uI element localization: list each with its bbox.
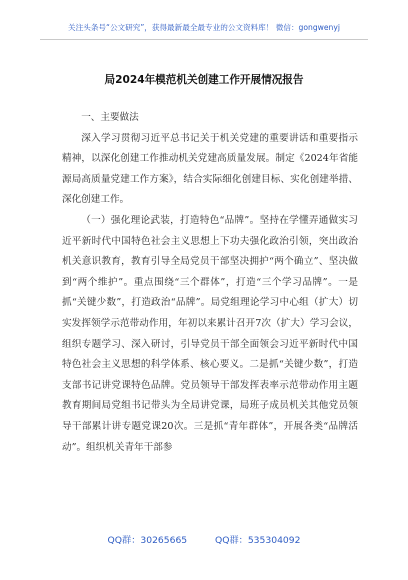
header-notice: 关注头条号“公文研究”，获得最新最全最专业的公文资料库！ 微信：gongwenyj [68, 23, 340, 32]
footer-qq-group-2: QQ群：535304092 [215, 535, 301, 546]
footer-qq-group-1: QQ群：30265665 [107, 535, 188, 546]
body-paragraph-intro: 深入学习贯彻习近平总书记关于机关党建的重要讲话和重要指示精神，以深化创建工作推动机关党建高质量发展。制定《2024年省能源局高质量党建工作方案》，结合实际细化创建目标、实化创建举措、深化创建工作。 [62, 132, 358, 206]
header-divider [40, 39, 368, 40]
footer-contact [0, 532, 408, 546]
body-paragraph-theory: （一）强化理论武装，打造特色“品牌”。坚持在学懂弄通做实习近平新时代中国特色社会主义思想上下功夫强化政治引领，突出政治机关意识教育，教育引导全局党员干部坚决拥护“两个确立”、坚决做到“两个维护”。重点围绕“三个群体”，打造“三个学习品牌”。一是抓“关键少数”，打造政治“品牌”。局党组理论学习中心组（扩大）切实发挥领学示范带动作用，年初以来累计召开7次（扩大）学习会议，组织专题学习、深入研讨，引导党员干部全面领会习近平新时代中国特色社会主义思想的科学体系、核心要义。二是抓“关键少数”，打造支部书记讲党课特色品牌。党员领导干部发挥表率示范带动作用主题教育期间局党组书记带头为全局讲党课，局班子成员机关其他党员领导干部累计讲专题党课20次。三是抓“青年群体”，开展各类“品牌活动”。组织机关青年干部参 [62, 214, 358, 453]
document-body [62, 108, 358, 458]
section-heading: 一、主要做法 [81, 112, 139, 123]
document-title: 局2024年模范机关创建工作开展情况报告 [104, 74, 304, 86]
